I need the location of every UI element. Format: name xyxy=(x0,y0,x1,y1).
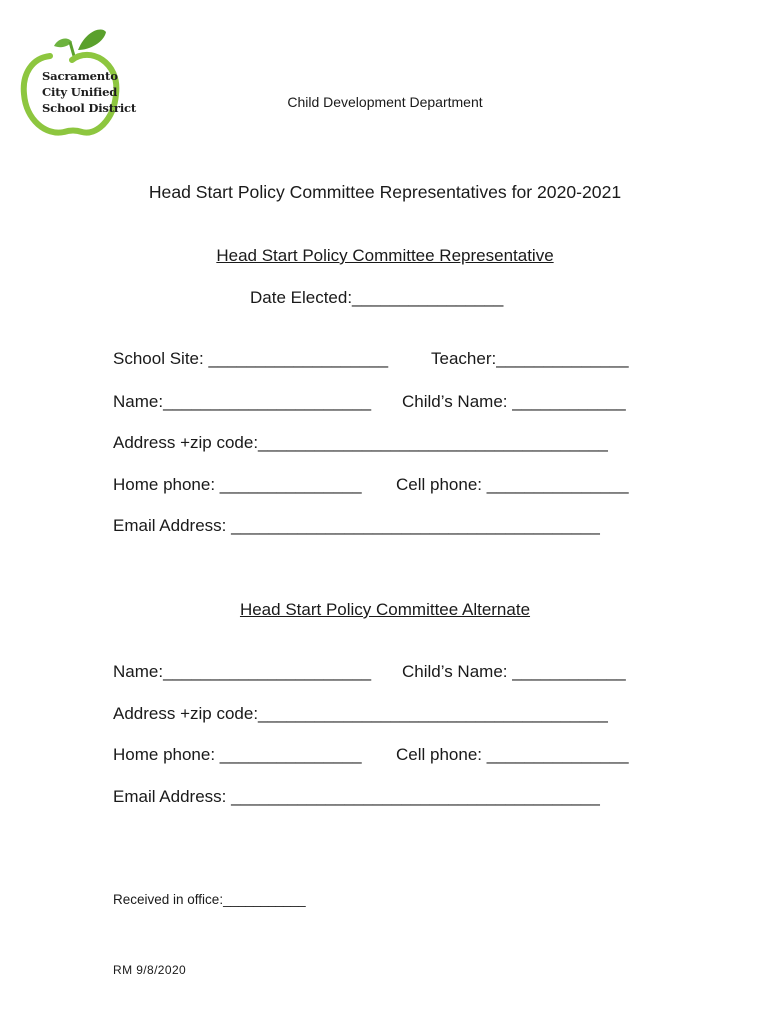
date-elected-field[interactable]: Date Elected:________________ xyxy=(250,288,504,307)
rep-name-field[interactable]: Name:______________________ xyxy=(113,392,372,411)
department-name: Child Development Department xyxy=(287,94,483,110)
alt-name-field[interactable]: Name:______________________ xyxy=(113,662,372,681)
rep-email-field[interactable]: Email Address: _______________________________________ xyxy=(113,516,600,535)
rep-home-phone-field[interactable]: Home phone: _______________ xyxy=(113,475,362,494)
representative-heading: Head Start Policy Committee Representative xyxy=(216,246,554,265)
alt-email-field[interactable]: Email Address: _______________________________________ xyxy=(113,787,600,806)
revision-note: RM 9/8/2020 xyxy=(113,963,187,977)
rep-address-field[interactable]: Address +zip code:_____________________________________ xyxy=(113,433,608,452)
alt-childs-name-field[interactable]: Child’s Name: ____________ xyxy=(402,662,626,681)
alt-address-field[interactable]: Address +zip code:_____________________________________ xyxy=(113,704,608,723)
district-name-line-1: Sacramento xyxy=(42,69,118,83)
alternate-heading: Head Start Policy Committee Alternate xyxy=(239,600,531,619)
teacher-field[interactable]: Teacher:______________ xyxy=(431,349,629,368)
alt-cell-phone-field[interactable]: Cell phone: _______________ xyxy=(396,745,629,764)
district-name-line-3: School District xyxy=(42,101,137,115)
school-site-field[interactable]: School Site: ___________________ xyxy=(113,349,389,368)
rep-childs-name-field[interactable]: Child’s Name: ____________ xyxy=(402,392,626,411)
alt-home-phone-field[interactable]: Home phone: _______________ xyxy=(113,745,362,764)
page-title: Head Start Policy Committee Representatives for 2020-2021 xyxy=(148,182,622,202)
district-name-line-2: City Unified xyxy=(42,85,118,99)
rep-cell-phone-field[interactable]: Cell phone: _______________ xyxy=(396,475,629,494)
received-in-office-field[interactable]: Received in office:___________ xyxy=(113,892,306,907)
